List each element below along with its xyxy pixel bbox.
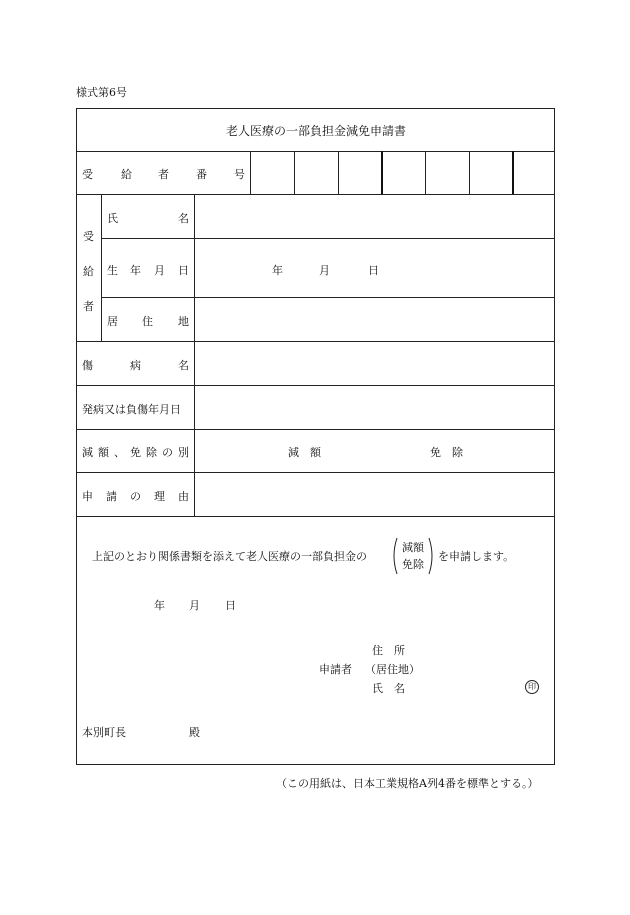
declaration-date-month: 月 <box>189 599 200 612</box>
addressee: 本別町長 <box>82 726 126 739</box>
reason-field[interactable] <box>195 473 554 515</box>
label-char: 者 <box>158 168 169 181</box>
residence-note: （居住地） <box>365 663 420 676</box>
birthdate-field[interactable] <box>195 239 554 296</box>
reduction-type-label: 別 <box>178 446 189 459</box>
reason-label: 由 <box>178 490 189 503</box>
digit-box-divider <box>294 151 295 194</box>
birthdate-day: 日 <box>368 264 379 277</box>
reason-label: の <box>130 490 141 503</box>
name-label: 名 <box>178 212 189 225</box>
label-char: 号 <box>234 168 245 181</box>
applicant-label: 申請者 <box>319 663 352 676</box>
row-divider <box>76 516 555 517</box>
reduction-type-label: 免 <box>130 446 141 459</box>
digit-box-divider <box>425 151 426 194</box>
residence-label: 住 <box>142 315 153 328</box>
residence-label: 居 <box>107 315 118 328</box>
declaration-text-end: を申請します。 <box>438 550 515 563</box>
illness-label: 傷 <box>82 359 93 372</box>
exemption-option[interactable]: 免 除 <box>430 446 463 459</box>
applicant-name-label: 氏 名 <box>372 682 405 695</box>
illness-label: 病 <box>130 359 141 372</box>
illness-field[interactable] <box>195 342 554 384</box>
reduction-type-label: 額 <box>98 446 109 459</box>
birthdate-label: 生 <box>107 264 118 277</box>
honorific: 殿 <box>189 726 200 739</box>
digit-box-divider <box>512 151 514 194</box>
declaration-option-exemption: 免除 <box>402 558 424 571</box>
label-char: 受 <box>82 168 93 181</box>
name-field[interactable] <box>195 195 554 237</box>
column-divider <box>101 194 102 341</box>
digit-box-divider <box>469 151 470 194</box>
illness-label: 名 <box>178 359 189 372</box>
declaration-option-reduction: 減額 <box>402 541 424 554</box>
label-char: 番 <box>196 168 207 181</box>
seal-mark: 印 <box>525 680 539 694</box>
digit-box-divider <box>250 151 251 194</box>
digit-box-divider <box>338 151 339 194</box>
group-label-char: 者 <box>83 300 94 313</box>
onset-date-label: 発病又は負傷年月日 <box>82 403 181 416</box>
reason-label: 申 <box>82 490 93 503</box>
row-divider <box>76 151 555 152</box>
declaration-date-day: 日 <box>225 599 236 612</box>
form-title: 老人医療の一部負担金減免申請書 <box>226 124 407 138</box>
birthdate-label: 日 <box>178 264 189 277</box>
onset-date-field[interactable] <box>195 386 554 428</box>
reduction-type-label: 除 <box>146 446 157 459</box>
group-label-char: 給 <box>83 265 94 278</box>
declaration-date-year: 年 <box>154 599 165 612</box>
residence-field[interactable] <box>195 298 554 340</box>
reduction-type-label: 、 <box>114 446 125 459</box>
residence-label: 地 <box>178 315 189 328</box>
birthdate-year: 年 <box>272 264 283 277</box>
footnote: （この用紙は、日本工業規格A列4番を標準とする。） <box>276 777 539 790</box>
row-divider <box>76 429 555 430</box>
birthdate-label: 年 <box>130 264 141 277</box>
birthdate-month: 月 <box>319 264 330 277</box>
form-number: 様式第6号 <box>76 86 127 99</box>
reduction-type-label: の <box>162 446 173 459</box>
group-label-char: 受 <box>83 230 94 243</box>
declaration-text: 上記のとおり関係書類を添えて老人医療の一部負担金の <box>92 550 367 563</box>
reduction-type-label: 減 <box>82 446 93 459</box>
digit-box-divider <box>381 151 383 194</box>
reason-label: 理 <box>154 490 165 503</box>
birthdate-label: 月 <box>154 264 165 277</box>
address-label: 住 所 <box>372 644 405 657</box>
reason-label: 請 <box>106 490 117 503</box>
reduction-option[interactable]: 減 額 <box>288 446 321 459</box>
label-char: 給 <box>121 168 132 181</box>
name-label: 氏 <box>107 212 118 225</box>
